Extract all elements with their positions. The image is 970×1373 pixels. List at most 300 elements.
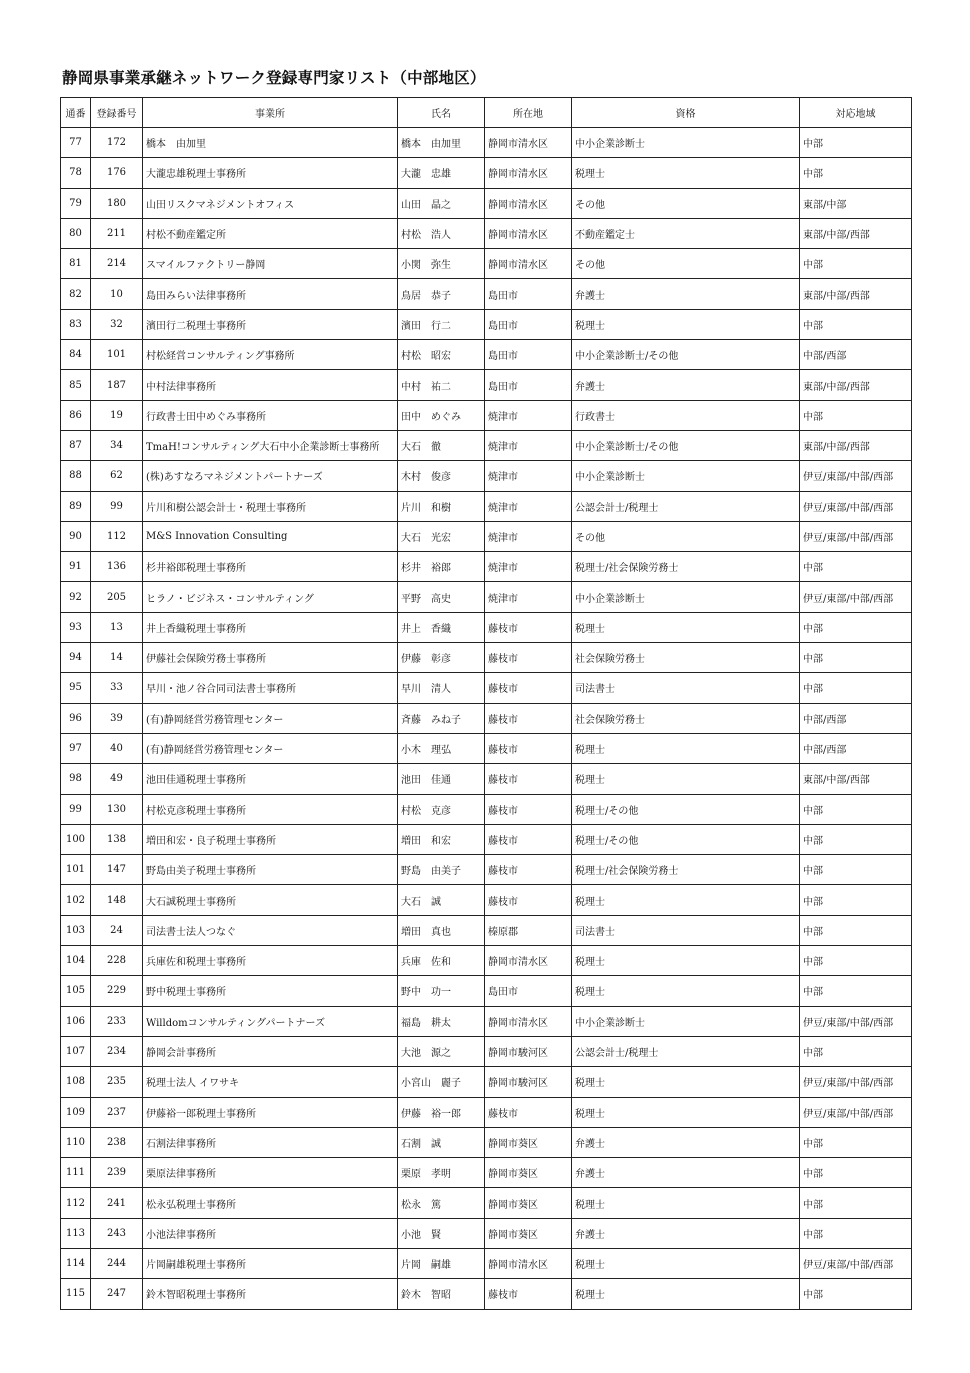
name-cell: 片川 和樹 — [398, 491, 485, 521]
qualification-cell: 司法書士 — [572, 915, 800, 945]
location-cell: 静岡市駿河区 — [485, 1036, 572, 1066]
serial-cell: 105 — [61, 976, 91, 1006]
table-row — [61, 158, 912, 188]
office-cell: 鈴木智昭税理士事務所 — [143, 1279, 398, 1309]
serial-cell: 95 — [61, 673, 91, 703]
reg-no-cell: 244 — [91, 1248, 143, 1278]
office-cell: 野島由美子税理士事務所 — [143, 855, 398, 885]
table-row — [61, 855, 912, 885]
qualification-cell: 司法書士 — [572, 673, 800, 703]
reg-no-cell: 243 — [91, 1218, 143, 1248]
name-cell: 増田 和宏 — [398, 824, 485, 854]
table-body — [61, 128, 912, 1310]
reg-no-cell: 39 — [91, 703, 143, 733]
expert-list-table — [60, 97, 912, 1310]
reg-no-cell: 234 — [91, 1036, 143, 1066]
location-cell: 榛原郡 — [485, 915, 572, 945]
table-row — [61, 309, 912, 339]
serial-cell: 83 — [61, 309, 91, 339]
table-row — [61, 128, 912, 158]
reg-no-cell: 180 — [91, 188, 143, 218]
region-cell: 中部 — [800, 885, 912, 915]
office-cell: 片川和樹公認会計士・税理士事務所 — [143, 491, 398, 521]
column-header-office: 事業所 — [143, 98, 398, 128]
serial-cell: 111 — [61, 1158, 91, 1188]
serial-cell: 112 — [61, 1188, 91, 1218]
table-row — [61, 400, 912, 430]
name-cell: 早川 清人 — [398, 673, 485, 703]
table-row — [61, 885, 912, 915]
reg-no-cell: 62 — [91, 461, 143, 491]
serial-cell: 78 — [61, 158, 91, 188]
reg-no-cell: 14 — [91, 643, 143, 673]
serial-cell: 114 — [61, 1248, 91, 1278]
location-cell: 藤枝市 — [485, 794, 572, 824]
table-row — [61, 764, 912, 794]
region-cell: 中部 — [800, 643, 912, 673]
name-cell: 田中 めぐみ — [398, 400, 485, 430]
reg-no-cell: 19 — [91, 400, 143, 430]
serial-cell: 88 — [61, 461, 91, 491]
name-cell: 小池 賢 — [398, 1218, 485, 1248]
qualification-cell: 税理士 — [572, 158, 800, 188]
qualification-cell: 社会保険労務士 — [572, 643, 800, 673]
region-cell: 東部/中部/西部 — [800, 764, 912, 794]
location-cell: 藤枝市 — [485, 1097, 572, 1127]
serial-cell: 90 — [61, 521, 91, 551]
office-cell: 伊藤裕一郎税理士事務所 — [143, 1097, 398, 1127]
region-cell: 伊豆/東部/中部/西部 — [800, 521, 912, 551]
region-cell: 伊豆/東部/中部/西部 — [800, 582, 912, 612]
region-cell: 伊豆/東部/中部/西部 — [800, 1006, 912, 1036]
qualification-cell: その他 — [572, 188, 800, 218]
office-cell: 池田佳通税理士事務所 — [143, 764, 398, 794]
office-cell: 税理士法人 イワサキ — [143, 1067, 398, 1097]
reg-no-cell: 247 — [91, 1279, 143, 1309]
location-cell: 静岡市葵区 — [485, 1188, 572, 1218]
table-row — [61, 612, 912, 642]
region-cell: 中部 — [800, 552, 912, 582]
office-cell: 栗原法律事務所 — [143, 1158, 398, 1188]
qualification-cell: 税理士 — [572, 1097, 800, 1127]
region-cell: 中部 — [800, 1158, 912, 1188]
office-cell: Willdomコンサルティングパートナーズ — [143, 1006, 398, 1036]
office-cell: TmaH!コンサルティング大石中小企業診断士事務所 — [143, 430, 398, 460]
column-header-qualification: 資格 — [572, 98, 800, 128]
name-cell: 杉井 裕郎 — [398, 552, 485, 582]
name-cell: 村松 浩人 — [398, 218, 485, 248]
location-cell: 焼津市 — [485, 461, 572, 491]
table-row — [61, 1067, 912, 1097]
page-title: 静岡県事業承継ネットワーク登録専門家リスト（中部地区） — [62, 69, 486, 87]
qualification-cell: 行政書士 — [572, 400, 800, 430]
region-cell: 中部 — [800, 1279, 912, 1309]
region-cell: 伊豆/東部/中部/西部 — [800, 1067, 912, 1097]
serial-cell: 99 — [61, 794, 91, 824]
qualification-cell: 税理士 — [572, 733, 800, 763]
qualification-cell: 中小企業診断士/その他 — [572, 430, 800, 460]
qualification-cell: 中小企業診断士 — [572, 128, 800, 158]
location-cell: 静岡市清水区 — [485, 218, 572, 248]
column-header-reg-no: 登録番号 — [91, 98, 143, 128]
qualification-cell: 弁護士 — [572, 1158, 800, 1188]
region-cell: 東部/中部 — [800, 188, 912, 218]
location-cell: 藤枝市 — [485, 885, 572, 915]
reg-no-cell: 147 — [91, 855, 143, 885]
serial-cell: 94 — [61, 643, 91, 673]
location-cell: 静岡市清水区 — [485, 128, 572, 158]
reg-no-cell: 238 — [91, 1127, 143, 1157]
reg-no-cell: 99 — [91, 491, 143, 521]
region-cell: 中部/西部 — [800, 733, 912, 763]
office-cell: 石割法律事務所 — [143, 1127, 398, 1157]
reg-no-cell: 229 — [91, 976, 143, 1006]
qualification-cell: 公認会計士/税理士 — [572, 1036, 800, 1066]
table-row — [61, 188, 912, 218]
column-header-name: 氏名 — [398, 98, 485, 128]
column-header-region: 対応地域 — [800, 98, 912, 128]
serial-cell: 104 — [61, 946, 91, 976]
qualification-cell: 弁護士 — [572, 1218, 800, 1248]
region-cell: 東部/中部/西部 — [800, 279, 912, 309]
office-cell: 静岡会計事務所 — [143, 1036, 398, 1066]
reg-no-cell: 10 — [91, 279, 143, 309]
location-cell: 焼津市 — [485, 430, 572, 460]
serial-cell: 97 — [61, 733, 91, 763]
table-row — [61, 1279, 912, 1309]
column-header-serial: 通番 — [61, 98, 91, 128]
table-row — [61, 824, 912, 854]
office-cell: 大瀧忠雄税理士事務所 — [143, 158, 398, 188]
table-row — [61, 340, 912, 370]
qualification-cell: その他 — [572, 249, 800, 279]
location-cell: 島田市 — [485, 340, 572, 370]
location-cell: 藤枝市 — [485, 703, 572, 733]
region-cell: 東部/中部/西部 — [800, 370, 912, 400]
region-cell: 中部 — [800, 400, 912, 430]
name-cell: 大石 徹 — [398, 430, 485, 460]
name-cell: 兵庫 佐和 — [398, 946, 485, 976]
region-cell: 中部 — [800, 794, 912, 824]
name-cell: 大石 誠 — [398, 885, 485, 915]
qualification-cell: 税理士 — [572, 612, 800, 642]
name-cell: 斉藤 みね子 — [398, 703, 485, 733]
name-cell: 松永 篤 — [398, 1188, 485, 1218]
qualification-cell: 税理士 — [572, 946, 800, 976]
serial-cell: 109 — [61, 1097, 91, 1127]
reg-no-cell: 241 — [91, 1188, 143, 1218]
table-row — [61, 218, 912, 248]
qualification-cell: 中小企業診断士/その他 — [572, 340, 800, 370]
name-cell: 増田 真也 — [398, 915, 485, 945]
location-cell: 島田市 — [485, 976, 572, 1006]
table-row — [61, 915, 912, 945]
region-cell: 東部/中部/西部 — [800, 430, 912, 460]
office-cell: 松永弘税理士事務所 — [143, 1188, 398, 1218]
office-cell: 山田リスクマネジメントオフィス — [143, 188, 398, 218]
reg-no-cell: 112 — [91, 521, 143, 551]
table-row — [61, 946, 912, 976]
serial-cell: 106 — [61, 1006, 91, 1036]
qualification-cell: 税理士 — [572, 1279, 800, 1309]
table-row — [61, 430, 912, 460]
qualification-cell: 税理士 — [572, 1248, 800, 1278]
reg-no-cell: 176 — [91, 158, 143, 188]
office-cell: 村松克彦税理士事務所 — [143, 794, 398, 824]
reg-no-cell: 138 — [91, 824, 143, 854]
name-cell: 池田 佳通 — [398, 764, 485, 794]
office-cell: (株)あすなろマネジメントパートナーズ — [143, 461, 398, 491]
office-cell: 片岡嗣雄税理士事務所 — [143, 1248, 398, 1278]
qualification-cell: 税理士/その他 — [572, 824, 800, 854]
table-row — [61, 370, 912, 400]
location-cell: 藤枝市 — [485, 855, 572, 885]
name-cell: 鈴木 智昭 — [398, 1279, 485, 1309]
region-cell: 伊豆/東部/中部/西部 — [800, 1248, 912, 1278]
serial-cell: 107 — [61, 1036, 91, 1066]
office-cell: 司法書士法人つなぐ — [143, 915, 398, 945]
office-cell: ヒラノ・ビジネス・コンサルティング — [143, 582, 398, 612]
region-cell: 中部 — [800, 915, 912, 945]
qualification-cell: 税理士/社会保険労務士 — [572, 855, 800, 885]
region-cell: 中部 — [800, 824, 912, 854]
reg-no-cell: 214 — [91, 249, 143, 279]
region-cell: 中部/西部 — [800, 340, 912, 370]
region-cell: 中部 — [800, 612, 912, 642]
reg-no-cell: 130 — [91, 794, 143, 824]
reg-no-cell: 211 — [91, 218, 143, 248]
serial-cell: 89 — [61, 491, 91, 521]
name-cell: 大石 光宏 — [398, 521, 485, 551]
reg-no-cell: 205 — [91, 582, 143, 612]
office-cell: 早川・池ノ谷合同司法書士事務所 — [143, 673, 398, 703]
name-cell: 福島 耕太 — [398, 1006, 485, 1036]
name-cell: 鳥居 恭子 — [398, 279, 485, 309]
location-cell: 藤枝市 — [485, 764, 572, 794]
office-cell: (有)静岡経営労務管理センター — [143, 733, 398, 763]
name-cell: 大瀧 忠雄 — [398, 158, 485, 188]
table-row — [61, 794, 912, 824]
office-cell: M&S Innovation Consulting — [143, 521, 398, 551]
location-cell: 藤枝市 — [485, 673, 572, 703]
reg-no-cell: 228 — [91, 946, 143, 976]
serial-cell: 85 — [61, 370, 91, 400]
name-cell: 井上 香織 — [398, 612, 485, 642]
serial-cell: 96 — [61, 703, 91, 733]
reg-no-cell: 235 — [91, 1067, 143, 1097]
name-cell: 伊藤 彰彦 — [398, 643, 485, 673]
location-cell: 静岡市葵区 — [485, 1218, 572, 1248]
name-cell: 伊藤 裕一郎 — [398, 1097, 485, 1127]
office-cell: 増田和宏・良子税理士事務所 — [143, 824, 398, 854]
table-row — [61, 673, 912, 703]
serial-cell: 79 — [61, 188, 91, 218]
location-cell: 静岡市葵区 — [485, 1127, 572, 1157]
location-cell: 静岡市清水区 — [485, 1006, 572, 1036]
qualification-cell: 税理士 — [572, 1067, 800, 1097]
qualification-cell: 弁護士 — [572, 1127, 800, 1157]
office-cell: 島田みらい法律事務所 — [143, 279, 398, 309]
table-row — [61, 552, 912, 582]
serial-cell: 93 — [61, 612, 91, 642]
reg-no-cell: 233 — [91, 1006, 143, 1036]
region-cell: 中部 — [800, 1036, 912, 1066]
region-cell: 伊豆/東部/中部/西部 — [800, 461, 912, 491]
reg-no-cell: 101 — [91, 340, 143, 370]
location-cell: 静岡市清水区 — [485, 1248, 572, 1278]
reg-no-cell: 33 — [91, 673, 143, 703]
location-cell: 静岡市清水区 — [485, 946, 572, 976]
region-cell: 中部 — [800, 1218, 912, 1248]
reg-no-cell: 13 — [91, 612, 143, 642]
qualification-cell: 弁護士 — [572, 370, 800, 400]
table-row — [61, 1158, 912, 1188]
table-row — [61, 1006, 912, 1036]
table-row — [61, 1188, 912, 1218]
serial-cell: 86 — [61, 400, 91, 430]
name-cell: 村松 克彦 — [398, 794, 485, 824]
office-cell: (有)静岡経営労務管理センター — [143, 703, 398, 733]
serial-cell: 84 — [61, 340, 91, 370]
region-cell: 中部 — [800, 249, 912, 279]
reg-no-cell: 148 — [91, 885, 143, 915]
serial-cell: 108 — [61, 1067, 91, 1097]
reg-no-cell: 187 — [91, 370, 143, 400]
name-cell: 片岡 嗣雄 — [398, 1248, 485, 1278]
qualification-cell: 税理士 — [572, 1188, 800, 1218]
qualification-cell: 税理士 — [572, 764, 800, 794]
table-row — [61, 1218, 912, 1248]
qualification-cell: 中小企業診断士 — [572, 461, 800, 491]
reg-no-cell: 40 — [91, 733, 143, 763]
qualification-cell: 中小企業診断士 — [572, 582, 800, 612]
location-cell: 焼津市 — [485, 491, 572, 521]
name-cell: 小関 弥生 — [398, 249, 485, 279]
serial-cell: 80 — [61, 218, 91, 248]
table-row — [61, 1127, 912, 1157]
serial-cell: 87 — [61, 430, 91, 460]
table-row — [61, 249, 912, 279]
table-header-row — [61, 98, 912, 128]
region-cell: 中部 — [800, 673, 912, 703]
table-row — [61, 279, 912, 309]
reg-no-cell: 172 — [91, 128, 143, 158]
location-cell: 島田市 — [485, 370, 572, 400]
serial-cell: 91 — [61, 552, 91, 582]
qualification-cell: 社会保険労務士 — [572, 703, 800, 733]
name-cell: 石割 誠 — [398, 1127, 485, 1157]
name-cell: 山田 晶之 — [398, 188, 485, 218]
name-cell: 中村 祐二 — [398, 370, 485, 400]
table-row — [61, 703, 912, 733]
table-row — [61, 461, 912, 491]
location-cell: 島田市 — [485, 309, 572, 339]
office-cell: 村松経営コンサルティング事務所 — [143, 340, 398, 370]
table-row — [61, 1097, 912, 1127]
office-cell: 野中税理士事務所 — [143, 976, 398, 1006]
qualification-cell: 税理士/社会保険労務士 — [572, 552, 800, 582]
table-row — [61, 1248, 912, 1278]
serial-cell: 98 — [61, 764, 91, 794]
region-cell: 中部 — [800, 309, 912, 339]
qualification-cell: 税理士 — [572, 309, 800, 339]
column-header-location: 所在地 — [485, 98, 572, 128]
office-cell: 大石誠税理士事務所 — [143, 885, 398, 915]
name-cell: 野中 功一 — [398, 976, 485, 1006]
reg-no-cell: 136 — [91, 552, 143, 582]
qualification-cell: その他 — [572, 521, 800, 551]
serial-cell: 102 — [61, 885, 91, 915]
name-cell: 濱田 行二 — [398, 309, 485, 339]
office-cell: 橋本 由加里 — [143, 128, 398, 158]
location-cell: 静岡市清水区 — [485, 188, 572, 218]
table-row — [61, 733, 912, 763]
office-cell: 井上香織税理士事務所 — [143, 612, 398, 642]
office-cell: 伊藤社会保険労務士事務所 — [143, 643, 398, 673]
region-cell: 中部/西部 — [800, 703, 912, 733]
region-cell: 中部 — [800, 855, 912, 885]
reg-no-cell: 49 — [91, 764, 143, 794]
region-cell: 伊豆/東部/中部/西部 — [800, 491, 912, 521]
location-cell: 焼津市 — [485, 521, 572, 551]
serial-cell: 101 — [61, 855, 91, 885]
name-cell: 小木 理弘 — [398, 733, 485, 763]
table-row — [61, 643, 912, 673]
serial-cell: 77 — [61, 128, 91, 158]
location-cell: 島田市 — [485, 279, 572, 309]
table-row — [61, 582, 912, 612]
location-cell: 焼津市 — [485, 552, 572, 582]
table-row — [61, 521, 912, 551]
region-cell: 伊豆/東部/中部/西部 — [800, 1097, 912, 1127]
serial-cell: 100 — [61, 824, 91, 854]
office-cell: スマイルファクトリー静岡 — [143, 249, 398, 279]
office-cell: 小池法律事務所 — [143, 1218, 398, 1248]
table-row — [61, 491, 912, 521]
serial-cell: 115 — [61, 1279, 91, 1309]
name-cell: 村松 昭宏 — [398, 340, 485, 370]
office-cell: 村松不動産鑑定所 — [143, 218, 398, 248]
location-cell: 焼津市 — [485, 582, 572, 612]
office-cell: 中村法律事務所 — [143, 370, 398, 400]
name-cell: 平野 高史 — [398, 582, 485, 612]
region-cell: 中部 — [800, 1188, 912, 1218]
reg-no-cell: 34 — [91, 430, 143, 460]
location-cell: 藤枝市 — [485, 643, 572, 673]
serial-cell: 103 — [61, 915, 91, 945]
location-cell: 静岡市駿河区 — [485, 1067, 572, 1097]
qualification-cell: 税理士 — [572, 885, 800, 915]
reg-no-cell: 239 — [91, 1158, 143, 1188]
reg-no-cell: 24 — [91, 915, 143, 945]
qualification-cell: 公認会計士/税理士 — [572, 491, 800, 521]
qualification-cell: 弁護士 — [572, 279, 800, 309]
office-cell: 濱田行二税理士事務所 — [143, 309, 398, 339]
name-cell: 栗原 孝明 — [398, 1158, 485, 1188]
location-cell: 焼津市 — [485, 400, 572, 430]
office-cell: 杉井裕郎税理士事務所 — [143, 552, 398, 582]
region-cell: 東部/中部/西部 — [800, 218, 912, 248]
serial-cell: 92 — [61, 582, 91, 612]
table-row — [61, 976, 912, 1006]
table-row — [61, 1036, 912, 1066]
location-cell: 静岡市葵区 — [485, 1158, 572, 1188]
region-cell: 中部 — [800, 976, 912, 1006]
region-cell: 中部 — [800, 128, 912, 158]
region-cell: 中部 — [800, 158, 912, 188]
reg-no-cell: 237 — [91, 1097, 143, 1127]
location-cell: 藤枝市 — [485, 824, 572, 854]
